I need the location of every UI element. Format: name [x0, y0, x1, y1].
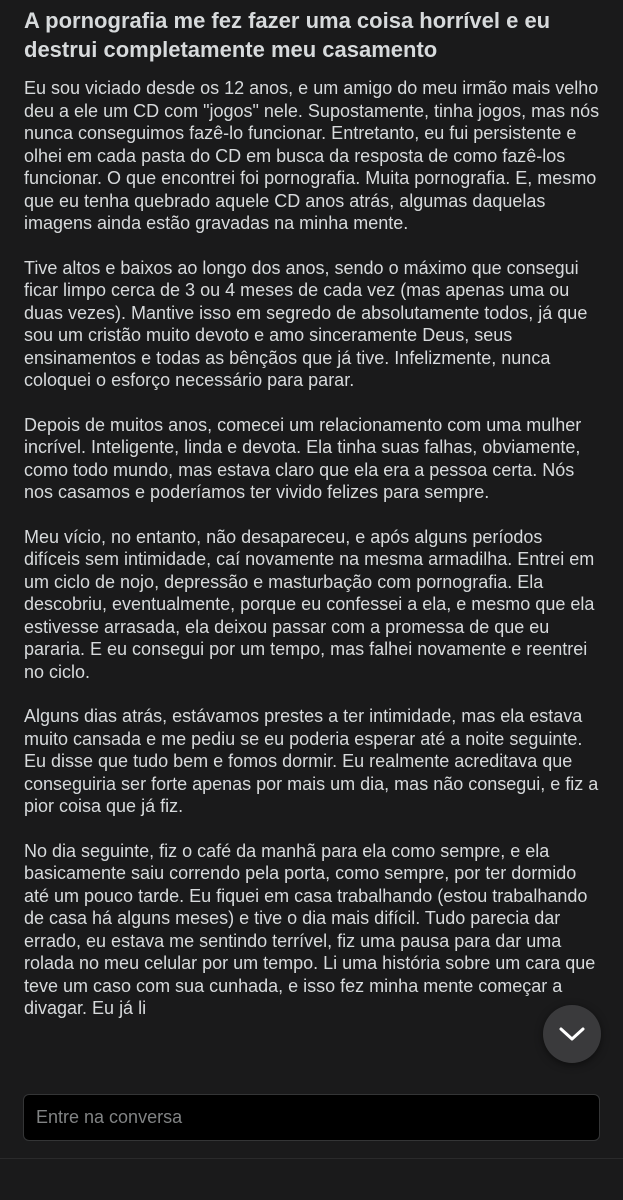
post-paragraph: Meu vício, no entanto, não desapareceu, e após alguns períodos difíceis sem intimidade, caí novamente na mesma armadilha. Entrei em um ciclo de nojo, depressão e masturbação com pornografia. Ela descobriu, eventualmente, porque eu confessei a ela, e mesmo que ela estivesse arrasada, ela deixou passar com a promessa de que eu pararia. E eu consegui por um tempo, mas falhei novamente e reentrei no ciclo.: [24, 526, 595, 682]
post-paragraph: Tive altos e baixos ao longo dos anos, sendo o máximo que consegui ficar limpo cerca de 3 ou 4 meses de cada vez (mas apenas uma ou duas vezes). Mantive isso em segredo de absolutamente todos, já que sou um cristão muito devoto e amo sinceramente Deus, seus ensinamentos e todas as bênçãos que já tive. Infelizmente, nunca coloquei o esforço necessário para parar.: [24, 257, 588, 390]
comment-bar: [0, 1082, 623, 1160]
post-paragraph: No dia seguinte, fiz o café da manhã para ela como sempre, e ela basicamente saiu correndo pela porta, como sempre, por ter dormido até um pouco tarde. Eu fiquei em casa trabalhando (estou trabalhando de casa há alguns meses) e tive o dia mais difícil. Tudo parecia dar errado, eu estava me sentindo terrível, fiz uma pausa para dar uma rolada no meu celular por um tempo. Li uma história sobre um cara que teve um caso com sua cunhada, e isso fez minha mente começar a divagar. Eu já li: [24, 840, 596, 1018]
post-paragraph: Alguns dias atrás, estávamos prestes a ter intimidade, mas ela estava muito cansada e me pediu se eu poderia esperar até a noite seguinte. Eu disse que tudo bem e fomos dormir. Eu realmente acreditava que conseguiria ser forte apenas por mais um dia, mas não consegui, e fiz a pior coisa que já fiz.: [24, 706, 599, 816]
chevron-down-icon: [558, 1025, 586, 1043]
scroll-down-button[interactable]: [543, 1005, 601, 1063]
post-paragraph: Eu sou viciado desde os 12 anos, e um amigo do meu irmão mais velho deu a ele um CD com "jogos" nele. Supostamente, tinha jogos, mas nós nunca conseguimos fazê-lo funcionar. Entretanto, eu fui persistente e olhei em cada pasta do CD em busca da resposta de como fazê-los funcionar. O que encontrei foi pornografia. Muita pornografia. E, mesmo que eu tenha quebrado aquele CD anos atrás, algumas daquelas imagens ainda estão gravadas na minha mente.: [24, 78, 600, 233]
post-title: A pornografia me fez fazer uma coisa horrível e eu destrui completamente meu casamento: [24, 8, 551, 62]
post-body: [0, 64, 623, 1020]
post-paragraph: Depois de muitos anos, comecei um relacionamento com uma mulher incrível. Inteligente, linda e devota. Ela tinha suas falhas, obviamente, como todo mundo, mas estava claro que ela era a pessoa certa. Nós nos casamos e poderíamos ter vivido felizes para sempre.: [24, 414, 582, 502]
comment-input[interactable]: [23, 1094, 600, 1141]
bottom-area: [0, 1159, 623, 1200]
